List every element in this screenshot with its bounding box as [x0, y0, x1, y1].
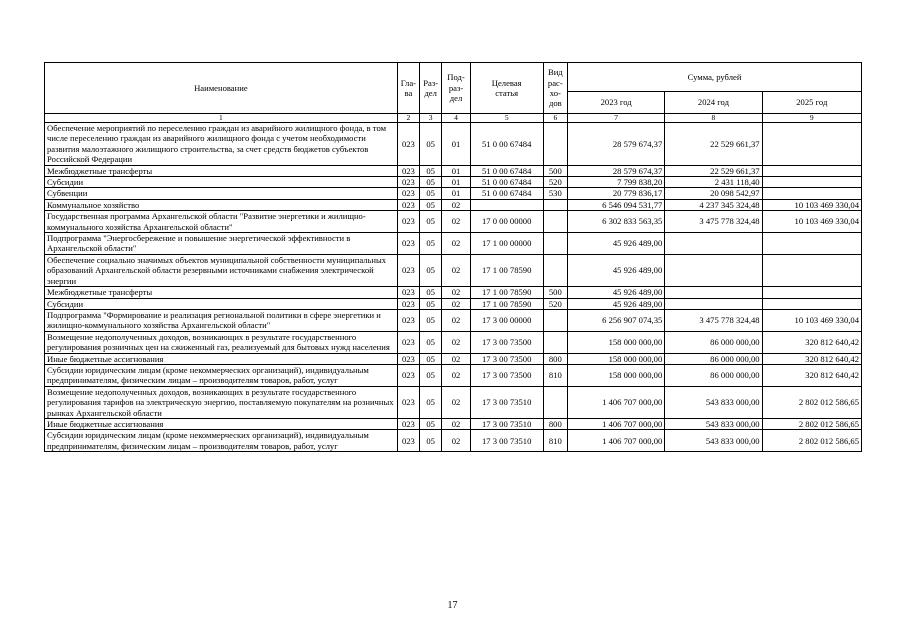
row-sum-2024: 22 529 661,37 [665, 123, 762, 166]
row-sum-2025: 10 103 469 330,04 [762, 309, 861, 331]
table-row [45, 309, 862, 331]
row-razdel: 05 [420, 353, 442, 364]
row-podrazdel: 01 [442, 177, 470, 188]
row-target: 17 3 00 00000 [470, 309, 543, 331]
row-razdel: 05 [420, 211, 442, 233]
row-target: 17 3 00 73500 [470, 331, 543, 353]
table-row [45, 233, 862, 255]
row-sum-2024 [665, 298, 762, 309]
row-sum-2023: 6 546 094 531,77 [567, 199, 664, 210]
row-glava: 023 [397, 211, 419, 233]
row-glava: 023 [397, 254, 419, 286]
row-podrazdel: 02 [442, 199, 470, 210]
row-sum-2025 [762, 188, 861, 199]
row-vid [543, 331, 567, 353]
row-glava: 023 [397, 199, 419, 210]
row-sum-2023: 7 799 838,20 [567, 177, 664, 188]
row-podrazdel: 01 [442, 123, 470, 166]
row-razdel: 05 [420, 199, 442, 210]
row-target: 17 3 00 73500 [470, 364, 543, 386]
row-vid: 800 [543, 418, 567, 429]
column-number: 7 [567, 114, 664, 123]
row-sum-2025 [762, 123, 861, 166]
header-podrazdel: Под- раз- дел [442, 63, 470, 114]
column-number: 1 [45, 114, 398, 123]
row-razdel: 05 [420, 177, 442, 188]
row-name: Иные бюджетные ассигнования [45, 418, 398, 429]
row-podrazdel: 01 [442, 165, 470, 176]
row-glava: 023 [397, 188, 419, 199]
row-sum-2024: 3 475 778 324,48 [665, 309, 762, 331]
row-sum-2024: 2 431 118,40 [665, 177, 762, 188]
table-row [45, 298, 862, 309]
row-sum-2023: 45 926 489,00 [567, 233, 664, 255]
row-vid [543, 386, 567, 418]
header-target: Целевая статья [470, 63, 543, 114]
row-podrazdel: 02 [442, 386, 470, 418]
row-vid [543, 254, 567, 286]
column-number: 6 [543, 114, 567, 123]
row-sum-2023: 6 256 907 074,35 [567, 309, 664, 331]
row-sum-2025 [762, 287, 861, 298]
row-sum-2023: 45 926 489,00 [567, 254, 664, 286]
row-podrazdel: 02 [442, 287, 470, 298]
row-sum-2025: 10 103 469 330,04 [762, 199, 861, 210]
row-target [470, 199, 543, 210]
row-vid: 520 [543, 298, 567, 309]
row-podrazdel: 02 [442, 254, 470, 286]
header-glava: Гла- ва [397, 63, 419, 114]
row-sum-2025: 320 812 640,42 [762, 364, 861, 386]
row-podrazdel: 02 [442, 418, 470, 429]
table-row [45, 199, 862, 210]
table-row [45, 386, 862, 418]
row-target: 51 0 00 67484 [470, 177, 543, 188]
row-glava: 023 [397, 386, 419, 418]
row-sum-2023: 45 926 489,00 [567, 287, 664, 298]
row-sum-2025: 2 802 012 586,65 [762, 430, 861, 452]
header-2025: 2025 год [762, 92, 861, 114]
row-target: 17 3 00 73500 [470, 353, 543, 364]
column-number: 4 [442, 114, 470, 123]
budget-table [44, 62, 862, 452]
row-sum-2025 [762, 165, 861, 176]
table-row [45, 418, 862, 429]
row-name: Межбюджетные трансферты [45, 165, 398, 176]
column-numbers-row [45, 114, 862, 123]
row-razdel: 05 [420, 386, 442, 418]
table-row [45, 430, 862, 452]
row-podrazdel: 02 [442, 233, 470, 255]
row-glava: 023 [397, 364, 419, 386]
column-number: 8 [665, 114, 762, 123]
row-podrazdel: 02 [442, 430, 470, 452]
header-2023: 2023 год [567, 92, 664, 114]
row-podrazdel: 02 [442, 364, 470, 386]
row-name: Обеспечение мероприятий по переселению граждан из аварийного жилищного фонда, в том числе переселению граждан из аварийного жилищного фонда с учетом необходимости развития малоэтажного жилищного строительства, за счет средств бюджетов субъектов Российской Федерации [45, 123, 398, 166]
row-target: 17 1 00 00000 [470, 233, 543, 255]
row-target: 17 3 00 73510 [470, 430, 543, 452]
row-name: Подпрограмма "Формирование и реализация региональной политики в сфере энергетики и жилищно-коммунального хозяйства Архангельской области" [45, 309, 398, 331]
column-number: 5 [470, 114, 543, 123]
row-razdel: 05 [420, 254, 442, 286]
row-sum-2023: 45 926 489,00 [567, 298, 664, 309]
row-target: 17 3 00 73510 [470, 386, 543, 418]
row-vid: 500 [543, 165, 567, 176]
column-number: 9 [762, 114, 861, 123]
row-name: Субсидии юридическим лицам (кроме некоммерческих организаций), индивидуальным предпринимателям, физическим лицам – производителям товаров, работ, услуг [45, 430, 398, 452]
header-sum: Сумма, рублей [567, 63, 861, 92]
row-sum-2023: 158 000 000,00 [567, 331, 664, 353]
row-glava: 023 [397, 233, 419, 255]
row-podrazdel: 02 [442, 309, 470, 331]
row-glava: 023 [397, 309, 419, 331]
row-podrazdel: 02 [442, 331, 470, 353]
table-row [45, 211, 862, 233]
row-sum-2024: 20 098 542,97 [665, 188, 762, 199]
row-name: Иные бюджетные ассигнования [45, 353, 398, 364]
row-sum-2025: 320 812 640,42 [762, 331, 861, 353]
row-razdel: 05 [420, 364, 442, 386]
row-podrazdel: 01 [442, 188, 470, 199]
row-vid [543, 309, 567, 331]
row-target: 17 1 00 78590 [470, 287, 543, 298]
row-podrazdel: 02 [442, 353, 470, 364]
table-row [45, 353, 862, 364]
row-glava: 023 [397, 418, 419, 429]
row-razdel: 05 [420, 430, 442, 452]
row-sum-2025 [762, 254, 861, 286]
row-sum-2024: 4 237 345 324,48 [665, 199, 762, 210]
row-sum-2024: 22 529 661,37 [665, 165, 762, 176]
row-target: 51 0 00 67484 [470, 165, 543, 176]
row-name: Субсидии [45, 298, 398, 309]
row-sum-2025 [762, 233, 861, 255]
row-name: Возмещение недополученных доходов, возникающих в результате государственного регулирования розничных цен на сжиженный газ, реализуемый для бытовых нужд населения [45, 331, 398, 353]
table-row [45, 165, 862, 176]
header-razdel: Раз- дел [420, 63, 442, 114]
row-razdel: 05 [420, 165, 442, 176]
row-vid [543, 123, 567, 166]
row-glava: 023 [397, 298, 419, 309]
row-podrazdel: 02 [442, 211, 470, 233]
row-razdel: 05 [420, 233, 442, 255]
table-row [45, 364, 862, 386]
row-name: Возмещение недополученных доходов, возникающих в результате государственного регулирования тарифов на электрическую энергию, поставляемую покупателям на розничных рынках Архангельской области [45, 386, 398, 418]
row-sum-2023: 28 579 674,37 [567, 123, 664, 166]
row-glava: 023 [397, 430, 419, 452]
header-2024: 2024 год [665, 92, 762, 114]
row-name: Субсидии юридическим лицам (кроме некоммерческих организаций), индивидуальным предпринимателям, физическим лицам – производителям товаров, работ, услуг [45, 364, 398, 386]
row-sum-2024: 3 475 778 324,48 [665, 211, 762, 233]
row-glava: 023 [397, 331, 419, 353]
row-target: 51 0 00 67484 [470, 188, 543, 199]
row-target: 17 3 00 73510 [470, 418, 543, 429]
row-sum-2023: 6 302 833 563,35 [567, 211, 664, 233]
row-target: 17 0 00 00000 [470, 211, 543, 233]
column-number: 2 [397, 114, 419, 123]
row-vid: 800 [543, 353, 567, 364]
header-vid: Вид рас- хо- дов [543, 63, 567, 114]
row-sum-2023: 1 406 707 000,00 [567, 430, 664, 452]
row-target: 17 1 00 78590 [470, 298, 543, 309]
row-glava: 023 [397, 177, 419, 188]
row-sum-2025 [762, 298, 861, 309]
table-row [45, 287, 862, 298]
row-glava: 023 [397, 123, 419, 166]
table-row [45, 177, 862, 188]
table-row [45, 188, 862, 199]
table-row [45, 331, 862, 353]
row-razdel: 05 [420, 298, 442, 309]
row-vid [543, 211, 567, 233]
row-sum-2025: 2 802 012 586,65 [762, 418, 861, 429]
table-row [45, 123, 862, 166]
row-glava: 023 [397, 353, 419, 364]
row-razdel: 05 [420, 418, 442, 429]
row-razdel: 05 [420, 309, 442, 331]
row-sum-2024 [665, 233, 762, 255]
row-sum-2025: 2 802 012 586,65 [762, 386, 861, 418]
row-razdel: 05 [420, 188, 442, 199]
row-sum-2023: 1 406 707 000,00 [567, 418, 664, 429]
row-vid [543, 199, 567, 210]
row-sum-2025: 10 103 469 330,04 [762, 211, 861, 233]
row-vid [543, 233, 567, 255]
row-name: Межбюджетные трансферты [45, 287, 398, 298]
row-target: 51 0 00 67484 [470, 123, 543, 166]
row-sum-2024: 543 833 000,00 [665, 386, 762, 418]
row-name: Обеспечение социально значимых объектов муниципальной собственности муниципальных образований Архангельской области резервными источниками снабжения электрической энергии [45, 254, 398, 286]
row-sum-2023: 1 406 707 000,00 [567, 386, 664, 418]
row-sum-2025: 320 812 640,42 [762, 353, 861, 364]
table-row [45, 254, 862, 286]
row-target: 17 1 00 78590 [470, 254, 543, 286]
row-sum-2025 [762, 177, 861, 188]
row-name: Государственная программа Архангельской области "Развитие энергетики и жилищно-коммунального хозяйства Архангельской области" [45, 211, 398, 233]
row-sum-2023: 158 000 000,00 [567, 353, 664, 364]
row-razdel: 05 [420, 331, 442, 353]
row-sum-2024 [665, 287, 762, 298]
header-name: Наименование [45, 63, 398, 114]
row-razdel: 05 [420, 287, 442, 298]
row-vid: 500 [543, 287, 567, 298]
row-vid: 530 [543, 188, 567, 199]
row-sum-2024: 86 000 000,00 [665, 331, 762, 353]
page-number: 17 [447, 600, 458, 611]
row-vid: 520 [543, 177, 567, 188]
column-number: 3 [420, 114, 442, 123]
row-vid: 810 [543, 364, 567, 386]
row-sum-2024: 543 833 000,00 [665, 430, 762, 452]
row-sum-2024: 86 000 000,00 [665, 364, 762, 386]
row-razdel: 05 [420, 123, 442, 166]
row-sum-2024: 543 833 000,00 [665, 418, 762, 429]
row-sum-2023: 158 000 000,00 [567, 364, 664, 386]
row-glava: 023 [397, 165, 419, 176]
row-sum-2024: 86 000 000,00 [665, 353, 762, 364]
table-body [45, 114, 862, 452]
row-vid: 810 [543, 430, 567, 452]
row-sum-2023: 20 779 836,17 [567, 188, 664, 199]
row-name: Коммунальное хозяйство [45, 199, 398, 210]
row-name: Подпрограмма "Энергосбережение и повышение энергетической эффективности в Архангельской области" [45, 233, 398, 255]
row-name: Субвенции [45, 188, 398, 199]
row-sum-2024 [665, 254, 762, 286]
row-podrazdel: 02 [442, 298, 470, 309]
row-name: Субсидии [45, 177, 398, 188]
row-sum-2023: 28 579 674,37 [567, 165, 664, 176]
row-glava: 023 [397, 287, 419, 298]
